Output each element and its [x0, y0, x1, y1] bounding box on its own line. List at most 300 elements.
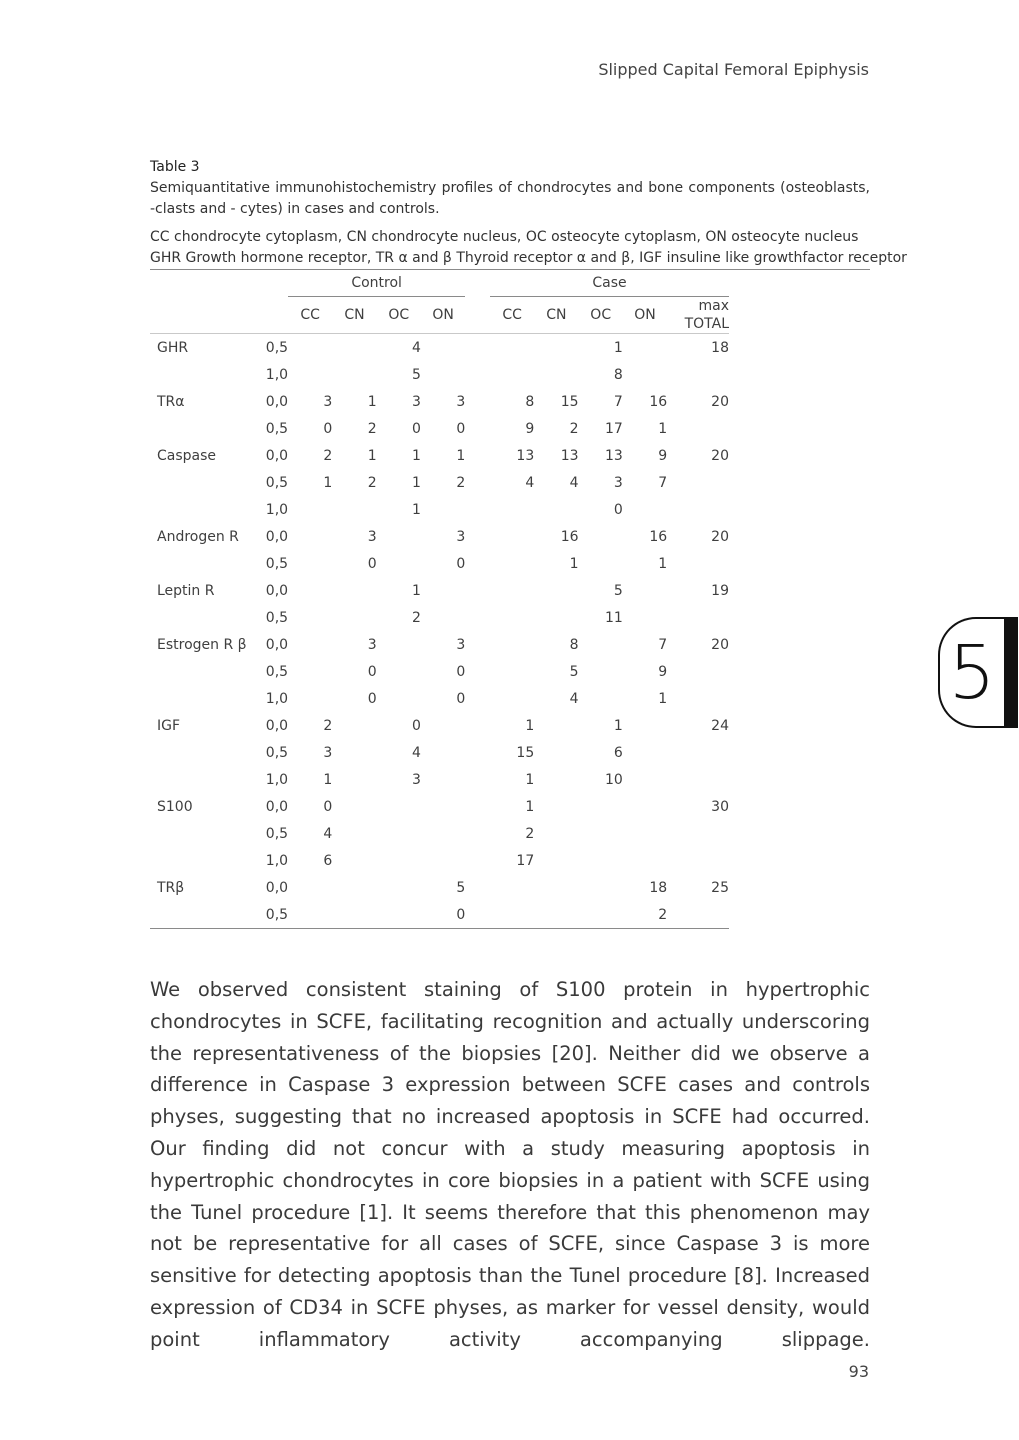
case-value: 1 [525, 798, 535, 815]
case-value: 8 [525, 393, 535, 410]
intensity-level: 0,5 [265, 825, 289, 842]
case-value [623, 334, 667, 362]
column-gap [465, 496, 490, 523]
table-row [150, 631, 729, 658]
control-value: 0 [323, 798, 333, 815]
case-value: 13 [560, 447, 579, 464]
col-header: CC [502, 307, 522, 323]
control-value [421, 604, 465, 631]
col-header: CN [546, 307, 567, 323]
control-value [332, 793, 376, 820]
case-value: 8 [613, 366, 623, 383]
case-value: 1 [569, 555, 579, 572]
intensity-level: 0,0 [265, 798, 289, 815]
marker-name [150, 847, 257, 874]
body-paragraph: We observed consistent staining of S100 protein in hypertrophic chondrocytes in SCFE, facilitating recognition and actually underscoring the representativeness of the biopsies [20]. Neither did we observe a difference in Caspase 3 expression between SCFE cases and controls physes, suggesting that no increased apoptosis in SCFE had occurred. Our finding did not concur with a study measuring apoptosis in hypertrophic chondrocytes in core biopsies in a patient with SCFE using the Tunel procedure [1]. It seems therefore that this phenomenon may not be representative for all cases of SCFE, since Caspase 3 is more sensitive for detecting apoptosis than the Tunel procedure [8]. Increased expression of CD34 in SCFE physes, as marker for vessel density, would point inflammatory activity accompanying slippage. [150, 978, 870, 1351]
control-value: 1 [412, 447, 421, 464]
col-header: ON [432, 307, 454, 323]
table-row [150, 658, 729, 685]
case-value: 7 [658, 474, 668, 491]
marker-name [150, 361, 257, 388]
marker-name [150, 604, 257, 631]
table-row [150, 793, 729, 820]
intensity-level: 0,5 [265, 663, 289, 680]
table-row [150, 523, 729, 550]
intensity-level: 0,5 [265, 474, 289, 491]
control-value: 2 [323, 717, 333, 734]
column-gap [465, 550, 490, 577]
control-value [332, 604, 376, 631]
intensity-level: 0,0 [265, 393, 289, 410]
control-value: 0 [367, 663, 377, 680]
column-gap [465, 874, 490, 901]
group-case: Case [490, 269, 729, 297]
column-gap [465, 820, 490, 847]
col-header: ON [634, 307, 656, 323]
control-value: 3 [367, 528, 377, 545]
max-total-value: 20 [711, 528, 729, 545]
marker-name [150, 658, 257, 685]
marker-name: IGF [157, 717, 181, 734]
control-value: 3 [367, 636, 377, 653]
marker-name [150, 415, 257, 442]
case-value [490, 496, 534, 523]
intensity-level: 0,0 [265, 879, 289, 896]
control-value: 1 [367, 447, 377, 464]
control-value: 3 [456, 528, 466, 545]
intensity-level: 1,0 [265, 852, 289, 869]
case-value [490, 874, 534, 901]
control-value: 0 [412, 717, 421, 734]
control-value: 0 [456, 420, 466, 437]
case-value [623, 496, 667, 523]
max-total-value [667, 766, 729, 793]
case-value: 9 [658, 447, 668, 464]
case-value [579, 847, 623, 874]
max-total-value [667, 496, 729, 523]
column-gap [465, 577, 490, 604]
control-value [288, 874, 332, 901]
control-value [421, 793, 465, 820]
table-row [150, 685, 729, 712]
control-value [421, 820, 465, 847]
marker-name: Androgen R [157, 528, 239, 545]
control-value [288, 901, 332, 929]
control-value: 1 [412, 474, 421, 491]
marker-name [150, 550, 257, 577]
total-label: TOTAL [684, 316, 729, 332]
chapter-number: 5 [938, 617, 1004, 728]
chapter-tab-bar [1004, 617, 1018, 728]
control-value [421, 496, 465, 523]
marker-name: Caspase [157, 447, 217, 464]
case-value: 18 [649, 879, 668, 896]
case-value: 10 [605, 771, 623, 788]
intensity-level: 1,0 [265, 501, 289, 518]
case-value [490, 334, 534, 362]
case-value: 7 [613, 393, 623, 410]
control-value [377, 550, 421, 577]
case-value [579, 874, 623, 901]
case-value: 13 [516, 447, 535, 464]
control-value [288, 631, 332, 658]
control-value [332, 766, 376, 793]
control-value [332, 874, 376, 901]
control-value: 4 [377, 334, 421, 362]
table-row [150, 874, 729, 901]
control-value [332, 847, 376, 874]
col-header-max-total [667, 297, 729, 334]
max-total-value [667, 901, 729, 929]
case-value: 17 [516, 852, 535, 869]
max-total-value: 25 [711, 879, 729, 896]
marker-name [150, 820, 257, 847]
col-header: CC [300, 307, 320, 323]
max-total-value [667, 739, 729, 766]
control-value [377, 901, 421, 929]
col-header: OC [388, 307, 410, 323]
control-value: 3 [323, 393, 333, 410]
control-value: 1 [456, 447, 466, 464]
chapter-tab [938, 617, 1018, 728]
table-row [150, 496, 729, 523]
control-value: 4 [412, 744, 421, 761]
control-value: 0 [412, 420, 421, 437]
intensity-level: 0,5 [257, 334, 288, 362]
control-value: 0 [367, 555, 377, 572]
control-value: 1 [323, 474, 333, 491]
intensity-level: 0,0 [265, 636, 289, 653]
table-row [150, 901, 729, 929]
case-value: 4 [525, 474, 535, 491]
column-gap [465, 685, 490, 712]
case-value: 2 [623, 901, 667, 929]
case-value: 0 [613, 501, 623, 518]
control-value: 5 [412, 366, 421, 383]
max-total-value: 24 [711, 717, 729, 734]
case-value [490, 658, 534, 685]
case-value [623, 793, 667, 820]
control-value: 5 [456, 879, 466, 896]
case-value: 2 [525, 825, 535, 842]
control-value [288, 577, 332, 604]
column-gap [465, 739, 490, 766]
max-total-value [667, 820, 729, 847]
case-value [623, 361, 667, 388]
max-total-value [667, 685, 729, 712]
control-value: 6 [323, 852, 333, 869]
table-title: Table 3 [150, 159, 200, 175]
control-value [421, 577, 465, 604]
table-body [150, 334, 729, 929]
control-value [288, 334, 332, 362]
marker-name: Leptin R [157, 582, 215, 599]
column-gap [465, 415, 490, 442]
col-header: CN [344, 307, 365, 323]
max-total-value [667, 469, 729, 496]
table-caption [150, 157, 907, 270]
case-value: 13 [605, 447, 623, 464]
intensity-level: 0,0 [265, 582, 289, 599]
case-value [534, 604, 578, 631]
case-value [490, 550, 534, 577]
column-gap [465, 361, 490, 388]
table-row [150, 766, 729, 793]
case-value: 5 [613, 582, 623, 599]
control-value: 0 [421, 901, 465, 929]
marker-name: TRβ [157, 879, 185, 896]
table-row [150, 604, 729, 631]
body-text [150, 974, 870, 1356]
control-value [332, 577, 376, 604]
case-value: 1 [525, 717, 535, 734]
table-row [150, 820, 729, 847]
case-value [490, 901, 534, 929]
max-total-value: 20 [711, 636, 729, 653]
immunohistochemistry-table [150, 269, 729, 929]
control-value [288, 496, 332, 523]
control-value [288, 658, 332, 685]
case-value [623, 739, 667, 766]
control-value: 4 [323, 825, 333, 842]
control-value [421, 361, 465, 388]
marker-name [150, 469, 257, 496]
control-value [332, 712, 376, 739]
column-gap [465, 847, 490, 874]
intensity-level: 0,5 [265, 420, 289, 437]
table-row [150, 577, 729, 604]
control-value [421, 766, 465, 793]
control-value: 2 [412, 609, 421, 626]
table-row [150, 550, 729, 577]
column-gap [465, 604, 490, 631]
control-value [377, 631, 421, 658]
max-total-value [667, 550, 729, 577]
control-value: 2 [367, 474, 377, 491]
case-value [534, 712, 578, 739]
control-value: 3 [412, 393, 421, 410]
group-control: Control [288, 269, 465, 297]
case-value [579, 685, 623, 712]
control-value: 2 [367, 420, 377, 437]
case-value [579, 631, 623, 658]
control-value [377, 685, 421, 712]
case-value: 7 [658, 636, 668, 653]
column-gap [465, 442, 490, 469]
case-value [579, 820, 623, 847]
table-abbreviations-1: CC chondrocyte cytoplasm, CN chondrocyte nucleus, OC osteocyte cytoplasm, ON osteocyte nucleus [150, 229, 859, 245]
case-value [623, 604, 667, 631]
marker-name: S100 [157, 798, 193, 815]
column-gap [465, 766, 490, 793]
case-value [534, 334, 578, 362]
control-value: 1 [323, 771, 333, 788]
control-value [332, 739, 376, 766]
table-row [150, 334, 729, 362]
case-value [490, 685, 534, 712]
case-value: 1 [613, 717, 623, 734]
intensity-level: 0,0 [265, 717, 289, 734]
intensity-level: 0,5 [265, 555, 289, 572]
case-value: 9 [525, 420, 535, 437]
control-value: 1 [412, 582, 421, 599]
column-gap [465, 469, 490, 496]
running-head: Slipped Capital Femoral Epiphysis [598, 60, 869, 79]
intensity-level: 1,0 [265, 690, 289, 707]
control-value [332, 496, 376, 523]
column-gap [465, 901, 490, 929]
case-value [623, 712, 667, 739]
control-value [421, 334, 465, 362]
column-gap [465, 631, 490, 658]
case-value [490, 604, 534, 631]
table-row [150, 847, 729, 874]
column-gap [465, 334, 490, 362]
control-value [421, 739, 465, 766]
control-value [332, 901, 376, 929]
case-value [534, 496, 578, 523]
marker-name [150, 766, 257, 793]
case-value [579, 550, 623, 577]
control-value: 0 [456, 663, 466, 680]
case-value: 17 [605, 420, 623, 437]
control-value [377, 874, 421, 901]
control-value [377, 793, 421, 820]
max-total-value: 30 [711, 798, 729, 815]
max-total-value [667, 847, 729, 874]
marker-name: Estrogen R β [157, 636, 247, 653]
control-value: 1 [412, 501, 421, 518]
case-value: 16 [649, 528, 668, 545]
case-value: 16 [560, 528, 579, 545]
column-gap [465, 793, 490, 820]
intensity-level: 0,5 [257, 901, 288, 929]
case-value: 1 [579, 334, 623, 362]
table-row [150, 712, 729, 739]
marker-name [150, 901, 257, 929]
control-value [288, 685, 332, 712]
max-label: max [698, 298, 729, 314]
marker-name [150, 496, 257, 523]
case-value [534, 820, 578, 847]
control-value: 2 [323, 447, 333, 464]
control-value [377, 523, 421, 550]
max-total-value: 20 [711, 393, 729, 410]
case-value [534, 766, 578, 793]
control-value [421, 847, 465, 874]
table-row [150, 442, 729, 469]
marker-name [150, 739, 257, 766]
marker-name: TRα [157, 393, 185, 410]
intensity-level: 0,0 [265, 447, 289, 464]
intensity-level: 0,0 [265, 528, 289, 545]
control-value [332, 334, 376, 362]
table-description: Semiquantitative immunohistochemistry profiles of chondrocytes and bone components (osteoblasts, -clasts and - cytes) in cases and controls. [150, 180, 870, 217]
max-total-value: 19 [711, 582, 729, 599]
col-header: OC [590, 307, 612, 323]
control-value: 0 [456, 690, 466, 707]
control-value: 0 [367, 690, 377, 707]
control-value [377, 847, 421, 874]
case-value: 3 [613, 474, 623, 491]
case-value [623, 847, 667, 874]
intensity-level: 0,5 [265, 609, 289, 626]
case-value [534, 793, 578, 820]
max-total-value [667, 658, 729, 685]
case-value [623, 820, 667, 847]
table-row [150, 739, 729, 766]
table-row [150, 415, 729, 442]
control-value: 3 [456, 393, 466, 410]
control-value [421, 712, 465, 739]
case-value [490, 361, 534, 388]
case-value: 2 [569, 420, 579, 437]
case-value [579, 901, 623, 929]
max-total-value [667, 415, 729, 442]
control-value [332, 361, 376, 388]
control-value [288, 550, 332, 577]
control-value [288, 604, 332, 631]
column-gap [465, 388, 490, 415]
case-value [579, 523, 623, 550]
case-value [623, 577, 667, 604]
control-value: 1 [367, 393, 377, 410]
case-value [534, 874, 578, 901]
case-value [579, 793, 623, 820]
marker-name [150, 685, 257, 712]
column-gap [465, 523, 490, 550]
case-value: 15 [560, 393, 579, 410]
case-value [623, 766, 667, 793]
case-value: 8 [569, 636, 579, 653]
case-value [534, 577, 578, 604]
case-value [534, 847, 578, 874]
column-gap [465, 712, 490, 739]
case-value: 1 [658, 690, 668, 707]
max-total-value: 18 [667, 334, 729, 362]
table-row [150, 361, 729, 388]
control-value: 0 [323, 420, 333, 437]
case-value: 4 [569, 474, 579, 491]
control-value: 3 [412, 771, 421, 788]
control-value [377, 820, 421, 847]
control-value [288, 361, 332, 388]
control-value [288, 523, 332, 550]
case-value: 4 [569, 690, 579, 707]
case-value [534, 901, 578, 929]
column-gap [465, 658, 490, 685]
max-total-value: 20 [711, 447, 729, 464]
intensity-level: 0,5 [265, 744, 289, 761]
table-abbreviations-2: GHR Growth hormone receptor, TR α and β Thyroid receptor α and β, IGF insuline like growthfactor receptor [150, 248, 870, 270]
case-value [490, 577, 534, 604]
control-value [377, 658, 421, 685]
case-value: 16 [649, 393, 668, 410]
intensity-level: 1,0 [265, 366, 289, 383]
group-header-row [150, 269, 729, 297]
control-value: 0 [456, 555, 466, 572]
table-row [150, 388, 729, 415]
control-value [332, 820, 376, 847]
case-value: 1 [525, 771, 535, 788]
control-value: 2 [456, 474, 466, 491]
case-value: 1 [658, 420, 668, 437]
control-value: 3 [323, 744, 333, 761]
case-value [490, 523, 534, 550]
page-number: 93 [848, 1362, 869, 1381]
intensity-level: 1,0 [265, 771, 289, 788]
max-total-value [667, 604, 729, 631]
